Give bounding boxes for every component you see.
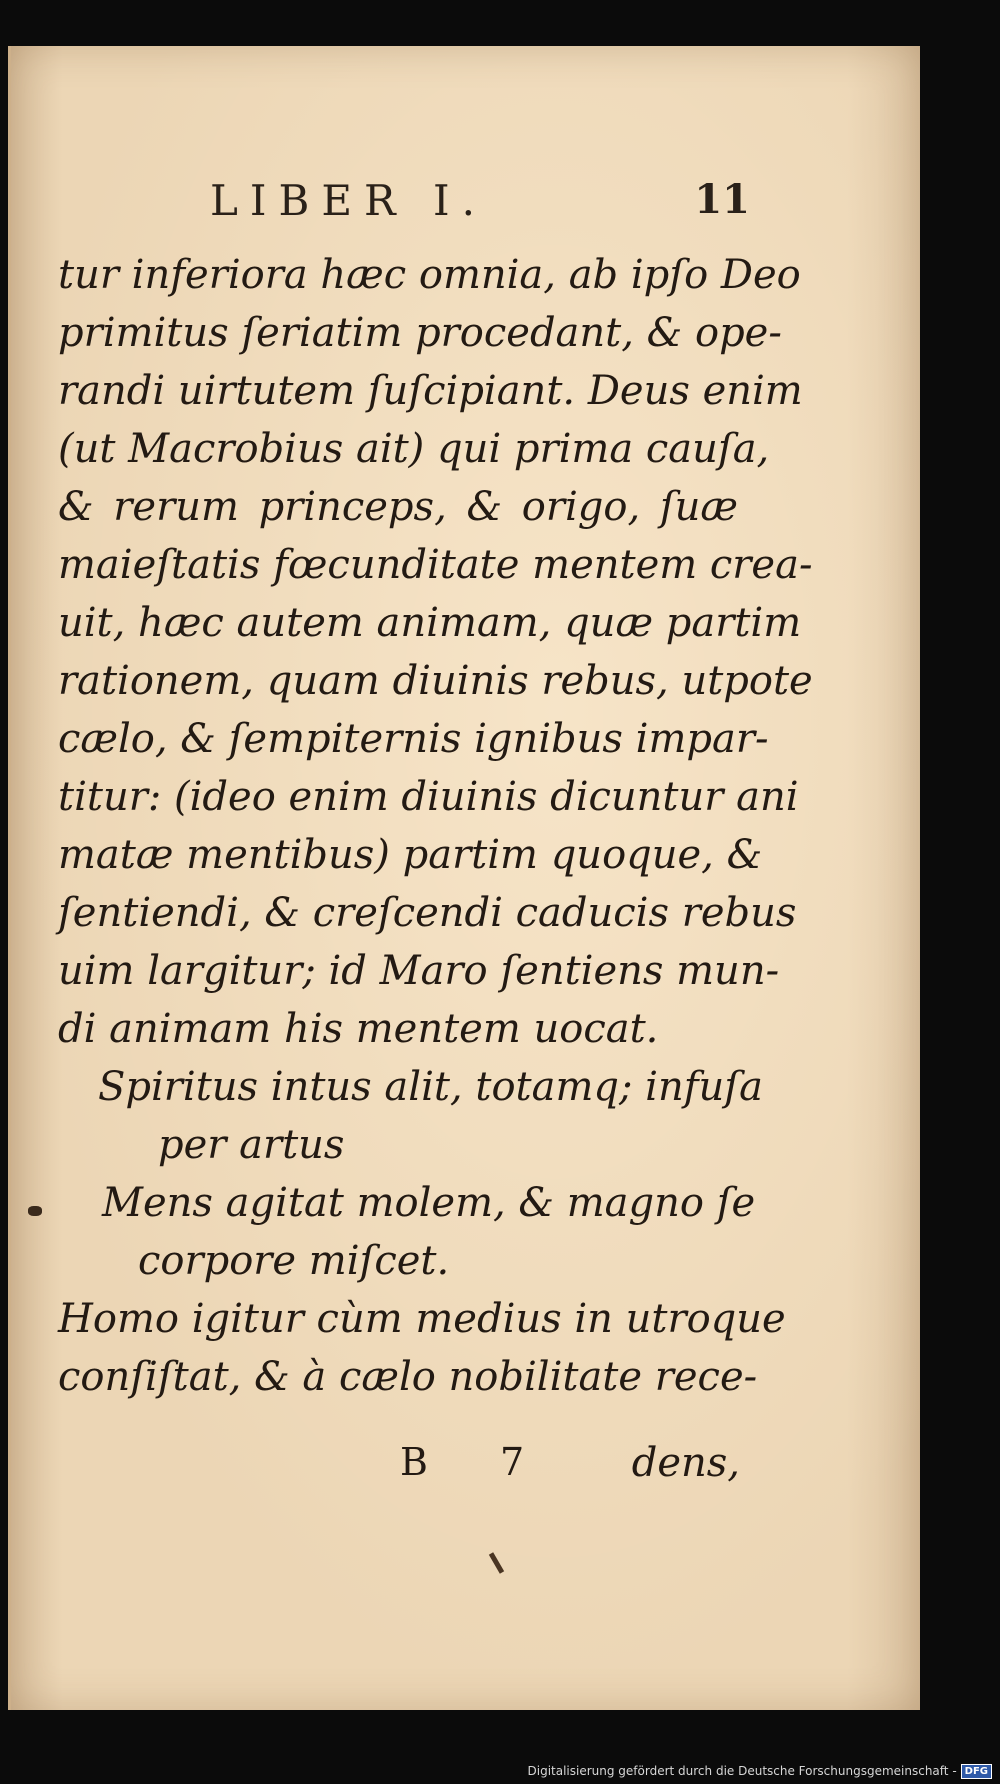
dfg-logo-icon: DFG — [961, 1764, 992, 1779]
text-line: conſiſtat, & à cælo nobilitate rece- — [58, 1354, 758, 1400]
text-line: titur: (ideo enim diuinis dicuntur ani — [58, 774, 799, 820]
page-header — [210, 176, 750, 236]
catchword: dens, — [631, 1440, 740, 1486]
page-footer — [400, 1440, 740, 1496]
text-line: primitus ſeriatim procedant, & ope- — [58, 310, 782, 356]
running-title: LIBER I. — [210, 176, 487, 225]
digitization-credit — [528, 1762, 993, 1780]
margin-mark — [28, 1206, 42, 1216]
text-line: cælo, & ſempiternis ignibus impar- — [58, 716, 769, 762]
credit-text: Digitalisierung gefördert durch die Deutsche Forschungsgemeinschaft - — [527, 1764, 957, 1778]
verse-line: Spiritus intus alit, totamq; infuſa — [98, 1064, 763, 1110]
folio-number: 11 — [694, 176, 750, 223]
text-line: rationem, quam diuinis rebus, utpote — [58, 658, 813, 704]
verse-line: corpore miſcet. — [138, 1238, 450, 1284]
text-line: ſentiendi, & creſcendi caducis rebus — [58, 890, 797, 936]
text-line: matæ mentibus) partim quoque, & — [58, 832, 763, 878]
verse-line: per artus — [158, 1122, 345, 1168]
text-line: maieſtatis fœcunditate mentem crea- — [58, 542, 813, 588]
verse-line: Mens agitat molem, & magno ſe — [102, 1180, 756, 1226]
text-line: & rerum princeps, & origo, ſuæ — [58, 484, 738, 530]
text-line: di animam his mentem uocat. — [58, 1006, 659, 1052]
text-line: uit, hæc autem animam, quæ partim — [58, 600, 802, 646]
text-line: tur inferiora hæc omnia, ab ipſo Deo — [58, 252, 801, 298]
text-line: (ut Macrobius ait) qui prima cauſa, — [58, 426, 770, 472]
text-line: uim largitur; id Maro ſentiens mun- — [58, 948, 780, 994]
page-text — [58, 246, 813, 1406]
text-line: Homo igitur cùm medius in utroque — [58, 1296, 786, 1342]
text-line: randi uirtutem ſuſcipiant. Deus enim — [58, 368, 803, 414]
signature-mark: B 7 — [400, 1440, 555, 1484]
